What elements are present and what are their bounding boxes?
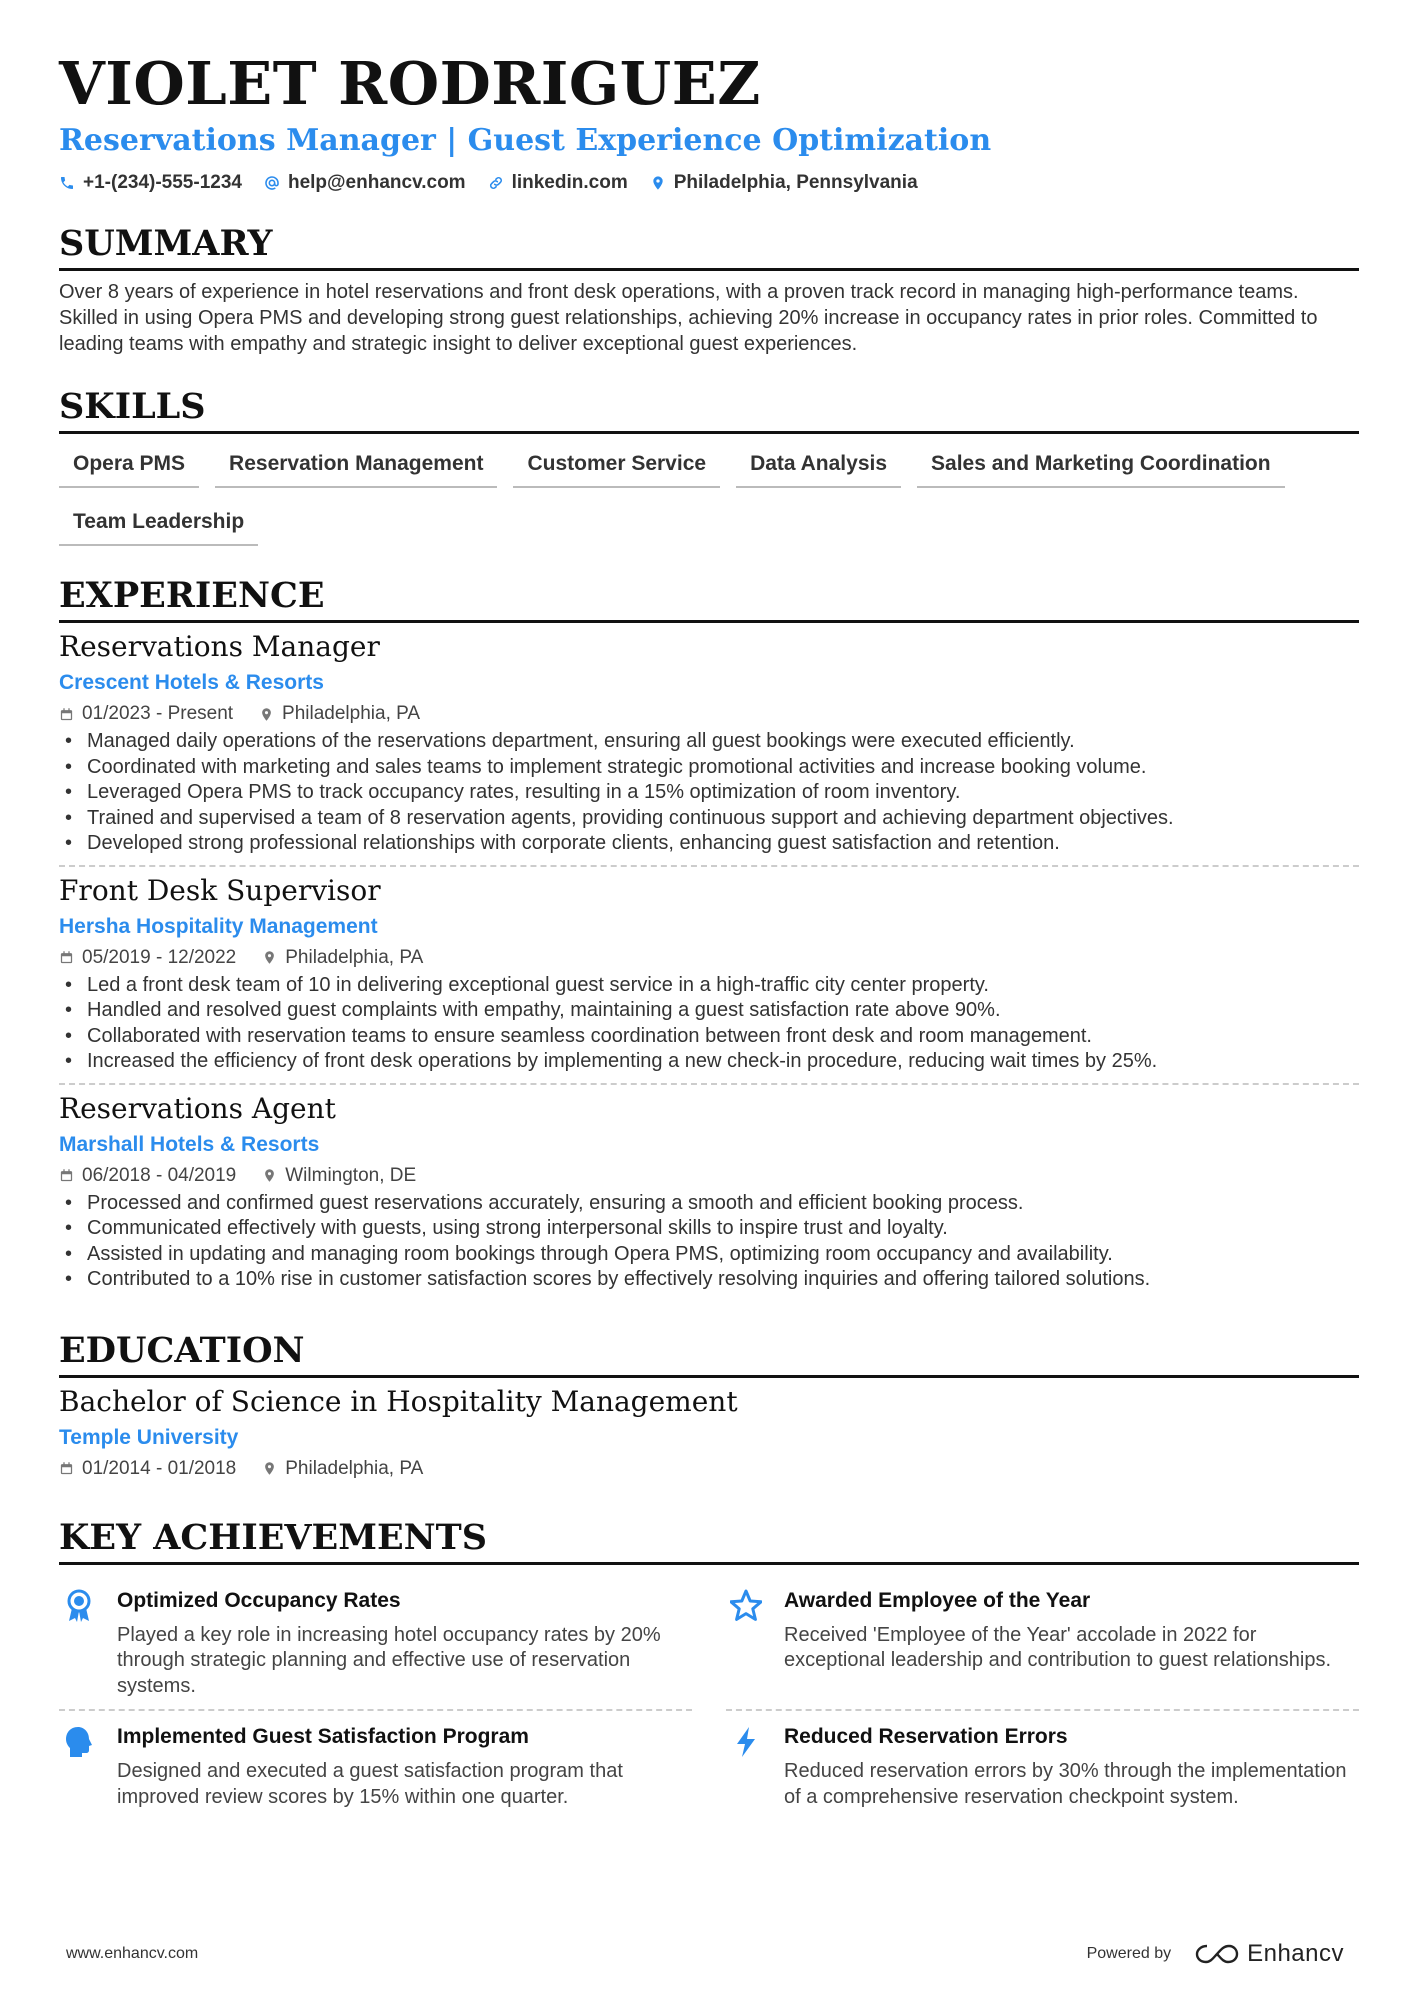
bullet-item: • Managed daily operations of the reservations department, ensuring all guest bookings were executed efficiently. (59, 729, 1359, 755)
education-heading: EDUCATION (59, 1329, 1359, 1378)
achievement-desc: Played a key role in increasing hotel occupancy rates by 20% through strategic planning and effective use of reservation systems. (117, 1623, 661, 1697)
job-location (259, 703, 420, 725)
page-footer (66, 1940, 1344, 1968)
achievement-title: Optimized Occupancy Rates (117, 1588, 401, 1612)
location-icon (650, 175, 666, 191)
job-dates (59, 703, 233, 725)
company-name: Marshall Hotels & Resorts (59, 1132, 320, 1156)
job-meta (59, 947, 1359, 969)
skill-tag: Customer Service (513, 446, 720, 488)
education-dates (59, 1458, 236, 1480)
lightning-icon (730, 1725, 762, 1759)
headline: Reservations Manager | Guest Experience Optimization (59, 123, 992, 158)
achievement-title: Reduced Reservation Errors (784, 1725, 1068, 1748)
achievement-item (726, 1575, 1359, 1710)
summary-heading: SUMMARY (59, 222, 1359, 271)
job-title: Reservations Agent (59, 1091, 336, 1125)
skill-tag: Reservation Management (215, 446, 497, 488)
location-icon (259, 707, 274, 722)
enhancv-brand-text: Enhancv (1247, 1940, 1344, 1967)
bullet-item: • Led a front desk team of 10 in delivering exceptional guest service in a high-traffic city center property. (59, 973, 1359, 999)
achievement-title: Awarded Employee of the Year (784, 1588, 1091, 1612)
achievement-item (726, 1709, 1359, 1820)
candidate-name: VIOLET RODRIGUEZ (59, 49, 761, 118)
achievement-item (59, 1575, 692, 1710)
contact-bar (59, 172, 1359, 194)
bullet-item: • Assisted in updating and managing room bookings through Opera PMS, optimizing room occupancy and availability. (59, 1242, 1359, 1268)
contact-linkedin-text: linkedin.com (511, 172, 628, 193)
job-dates-text: 06/2018 - 04/2019 (82, 1164, 237, 1186)
education-entry (59, 1378, 1359, 1488)
bullet-item: • Handled and resolved guest complaints with empathy, maintaining a guest satisfaction rate above 90%. (59, 998, 1359, 1024)
bullet-item: • Contributed to a 10% rise in customer satisfaction scores by effectively resolving inquiries and offering tailored solutions. (59, 1267, 1359, 1293)
job-dates (59, 1165, 236, 1187)
contact-linkedin[interactable] (488, 172, 628, 194)
experience-heading: EXPERIENCE (59, 574, 1359, 623)
contact-phone[interactable] (59, 172, 242, 194)
skills-list (59, 446, 1359, 546)
summary-text: Over 8 years of experience in hotel reservations and front desk operations, with a proven track record in managing high-performance teams. Skilled in using Opera PMS and developing strong guest relationships, achieving 20% increase in occupancy rates in prior roles. Committed to leading teams with empathy and strategic insight to deliver exceptional guest experiences. (59, 281, 1318, 355)
achievement-desc: Designed and executed a guest satisfaction program that improved review scores by 15% within one quarter. (117, 1760, 623, 1808)
contact-email[interactable] (264, 172, 466, 194)
achievement-desc: Received 'Employee of the Year' accolade in 2022 for exceptional leadership and contribution to guest relationships. (784, 1623, 1332, 1671)
skill-tag: Sales and Marketing Coordination (917, 446, 1285, 488)
job-dates-text: 05/2019 - 12/2022 (82, 946, 237, 968)
job-location (262, 947, 423, 969)
skill-tag: Opera PMS (59, 446, 199, 488)
location-icon (262, 1461, 277, 1476)
bullet-item: • Developed strong professional relationships with corporate clients, enhancing guest satisfaction and retention. (59, 831, 1359, 857)
job-location-text: Wilmington, DE (285, 1164, 417, 1186)
footer-brand (1087, 1940, 1344, 1968)
school-name: Temple University (59, 1425, 239, 1449)
achievements-heading: KEY ACHIEVEMENTS (59, 1516, 1359, 1565)
education-dates-text: 01/2014 - 01/2018 (82, 1457, 237, 1479)
job-dates-text: 01/2023 - Present (82, 703, 234, 724)
job-meta (59, 703, 1359, 725)
at-icon (264, 175, 280, 191)
calendar-icon (59, 1168, 74, 1183)
job-bullets (59, 729, 1359, 857)
award-ribbon-icon (63, 1589, 95, 1623)
calendar-icon (59, 950, 74, 965)
job-meta (59, 1165, 1359, 1187)
achievement-desc: Reduced reservation errors by 30% through the implementation of a comprehensive reservation checkpoint system. (784, 1760, 1347, 1808)
skill-tag: Data Analysis (736, 446, 901, 488)
achievement-title: Implemented Guest Satisfaction Program (117, 1725, 529, 1748)
enhancv-logo-icon (1195, 1943, 1239, 1965)
education-location-text: Philadelphia, PA (285, 1457, 424, 1479)
company-name: Hersha Hospitality Management (59, 914, 378, 938)
job-location-text: Philadelphia, PA (282, 703, 421, 724)
contact-location-text: Philadelphia, Pennsylvania (673, 172, 918, 193)
bullet-item: • Leveraged Opera PMS to track occupancy rates, resulting in a 15% optimization of room inventory. (59, 780, 1359, 806)
bullet-item: • Processed and confirmed guest reservations accurately, ensuring a smooth and efficient booking process. (59, 1191, 1359, 1217)
job-dates (59, 947, 236, 969)
achievements-grid (59, 1575, 1359, 1821)
enhancv-logo[interactable] (1195, 1940, 1344, 1968)
location-icon (262, 950, 277, 965)
skills-heading: SKILLS (59, 385, 1359, 434)
resume-page (59, 49, 1359, 1820)
job-entry (59, 1083, 1359, 1301)
footer-website-link[interactable]: www.enhancv.com (66, 1945, 199, 1962)
job-location (262, 1165, 416, 1187)
location-icon (262, 1168, 277, 1183)
bullet-item: • Increased the efficiency of front desk operations by implementing a new check-in procedure, reducing wait times by 25%. (59, 1049, 1359, 1075)
contact-location (650, 172, 918, 194)
powered-by-label: Powered by (1086, 1945, 1172, 1962)
contact-phone-text: +1-(234)-555-1234 (83, 172, 242, 193)
brain-head-icon (63, 1725, 95, 1759)
job-title: Reservations Manager (59, 630, 380, 663)
bullet-item: • Coordinated with marketing and sales teams to implement strategic promotional activities and increase booking volume. (59, 755, 1359, 781)
calendar-icon (59, 1461, 74, 1476)
degree-title: Bachelor of Science in Hospitality Management (59, 1384, 738, 1418)
link-icon (488, 175, 504, 191)
bullet-item: • Collaborated with reservation teams to ensure seamless coordination between front desk and room management. (59, 1024, 1359, 1050)
bullet-item: • Trained and supervised a team of 8 reservation agents, providing continuous support and achieving department objectives. (59, 806, 1359, 832)
company-name: Crescent Hotels & Resorts (59, 671, 324, 694)
job-bullets (59, 1191, 1359, 1293)
contact-email-text: help@enhancv.com (287, 172, 466, 193)
job-entry (59, 623, 1359, 865)
job-location-text: Philadelphia, PA (285, 946, 424, 968)
job-bullets (59, 973, 1359, 1075)
skill-tag: Team Leadership (59, 504, 258, 546)
phone-icon (59, 175, 75, 191)
bullet-item: • Communicated effectively with guests, using strong interpersonal skills to inspire trust and loyalty. (59, 1216, 1359, 1242)
calendar-icon (59, 707, 74, 722)
education-meta (59, 1458, 1359, 1480)
star-icon (730, 1589, 762, 1623)
education-location (262, 1458, 423, 1480)
job-entry (59, 865, 1359, 1083)
achievement-item (59, 1709, 692, 1820)
job-title: Front Desk Supervisor (59, 873, 381, 907)
